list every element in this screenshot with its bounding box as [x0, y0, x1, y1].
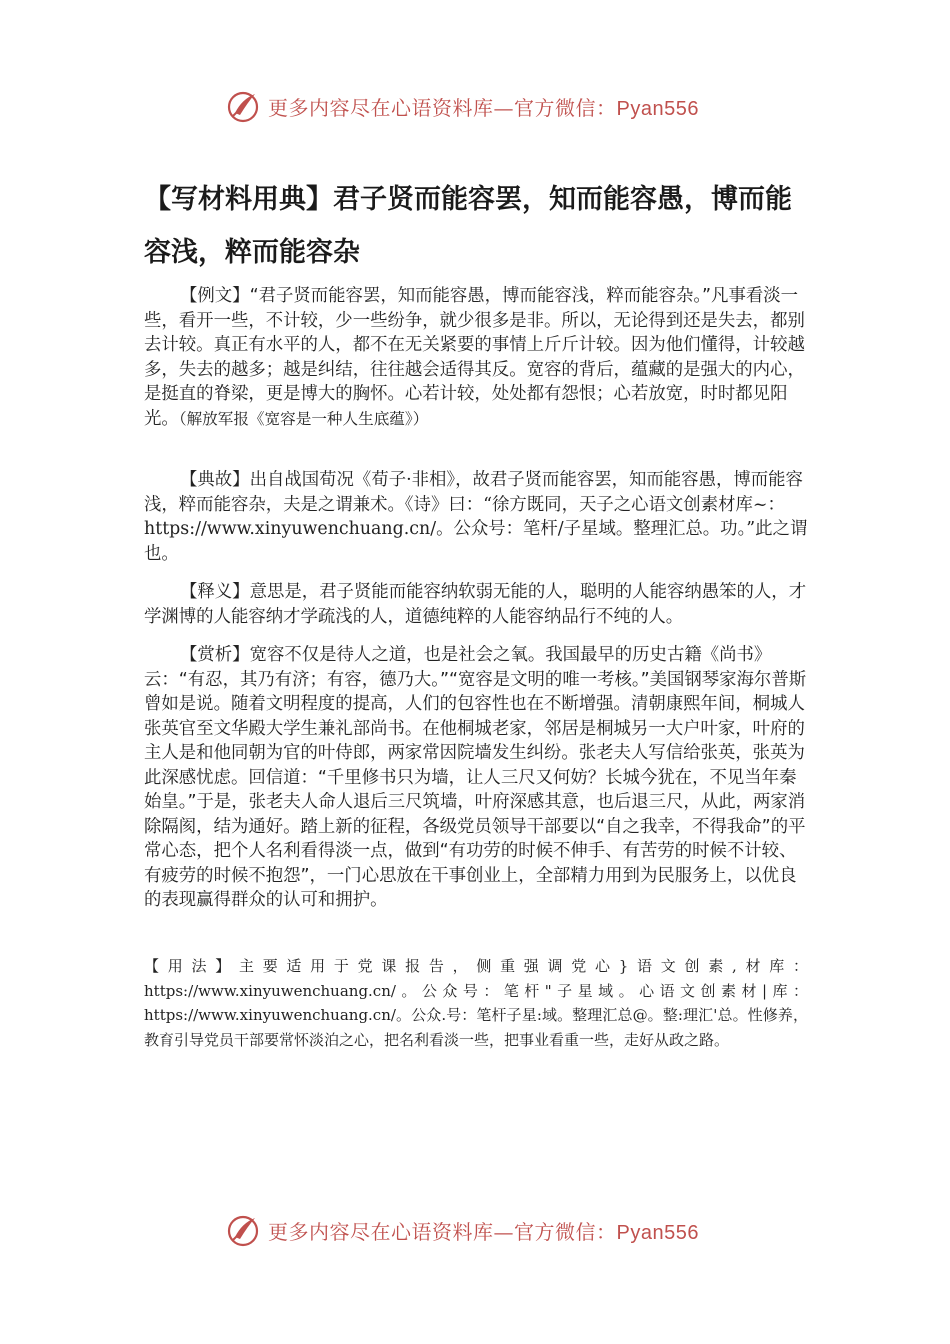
brand-text: 更多内容尽在心语资料库—官方微信：Pyan556 [268, 1219, 699, 1244]
example-text: “君子贤而能容罢，知而能容愚，博而能容浅，粹而能容杂。”凡事看淡一些，看开一些，不计较，少一些纷争，就少很多是非。所以，无论得到还是失去，都别去计较。真正有水平的人，都不在无关紧要的事情上斤斤计较。因为他们懂得，计较越多，失去的越多；越是纠结，往往越会适得其反。宽容的背后，蕴藏的是强大的内心，是挺直的脊梁，更是博大的胸怀。心若计较，处处都有怨恨；心若放宽，时时都见阳光。 [144, 286, 805, 429]
meaning-text: 意思是，君子贤能而能容纳软弱无能的人，聪明的人能容纳愚笨的人，才学渊博的人能容纳才学疏浅的人，道德纯粹的人能容纳品行不纯的人。 [144, 582, 807, 627]
appreciation-label: 【赏析】 [180, 645, 250, 665]
example-paragraph [144, 284, 808, 431]
example-label: 【例文】 [180, 286, 250, 306]
brand-logo-icon [226, 88, 262, 124]
usage-label: 【用法】 [144, 957, 239, 975]
header-brand [226, 86, 699, 126]
meaning-label: 【释义】 [180, 582, 250, 602]
usage-paragraph [144, 954, 808, 1052]
appreciation-text: 宽容不仅是待人之道，也是社会之氧。我国最早的历史古籍《尚书》云：“有忍，其乃有济；有容，德乃大。”“宽容是文明的唯一考核。”美国钢琴家海尔普斯曾如是说。随着文明程度的提高，人们的包容性也在不断增强。清朝康熙年间，桐城人张英官至文华殿大学生兼礼部尚书。在他桐城老家，邻居是桐城另一大户叶家，叶府的主人是和他同朝为官的叶侍郎，两家常因院墙发生纠纷。张老夫人写信给张英，张英为此深感忧虑。回信道：“千里修书只为墙，让人三尺又何妨？长城今犹在，不见当年秦始皇。”于是，张老夫人命人退后三尺筑墙，叶府深感其意，也后退三尺，从此，两家消除隔阂，结为通好。踏上新的征程，各级党员领导干部要以“自之我幸，不得我命”的平常心态，把个人名利看得淡一点，做到“有功劳的时候不伸手、有苦劳的时候不计较、有疲劳的时候不抱怨”，一门心思放在干事创业上，全部精力用到为民服务上，以优良的表现赢得群众的认可和拥护。 [144, 645, 807, 910]
page-title: 【写材料用典】君子贤而能容罢，知而能容愚，博而能容浅，粹而能容杂 [144, 184, 792, 268]
meaning-paragraph [144, 580, 808, 629]
allusion-text: 出自战国荀况《荀子·非相》，故君子贤而能容罢，知而能容愚，博而能容浅，粹而能容杂，夫是之谓兼术。《诗》曰：“徐方既同，天子之心语文创素材库~：https://www.xinyuwenchuang.cn/。公众号：笔杆/子星域。整理汇总。功。”此之谓也。 [144, 470, 808, 564]
example-source: （解放军报《宽容是一种人生底蕴》） [178, 409, 429, 428]
allusion-label: 【典故】 [180, 470, 250, 490]
footer-brand [226, 1210, 699, 1250]
brand-logo-icon [226, 1212, 262, 1248]
allusion-paragraph [144, 468, 808, 566]
appreciation-paragraph [144, 643, 808, 913]
brand-text: 更多内容尽在心语资料库—官方微信：Pyan556 [268, 95, 699, 120]
usage-text: 主要适用于党课报告，侧重强调党心}语文创素,材库：https://www.xinyuwenchuang.cn/。公众号：笔杆"子星域。心语文创素材|库：https://www.xinyuwenchuang.cn/。公众.号：笔杆子星:域。整理汇总@。整:理汇'总。性修养，教育引导党员干部要常怀淡泊之心，把名利看淡一些，把事业看重一些，走好从政之路。 [144, 957, 808, 1049]
